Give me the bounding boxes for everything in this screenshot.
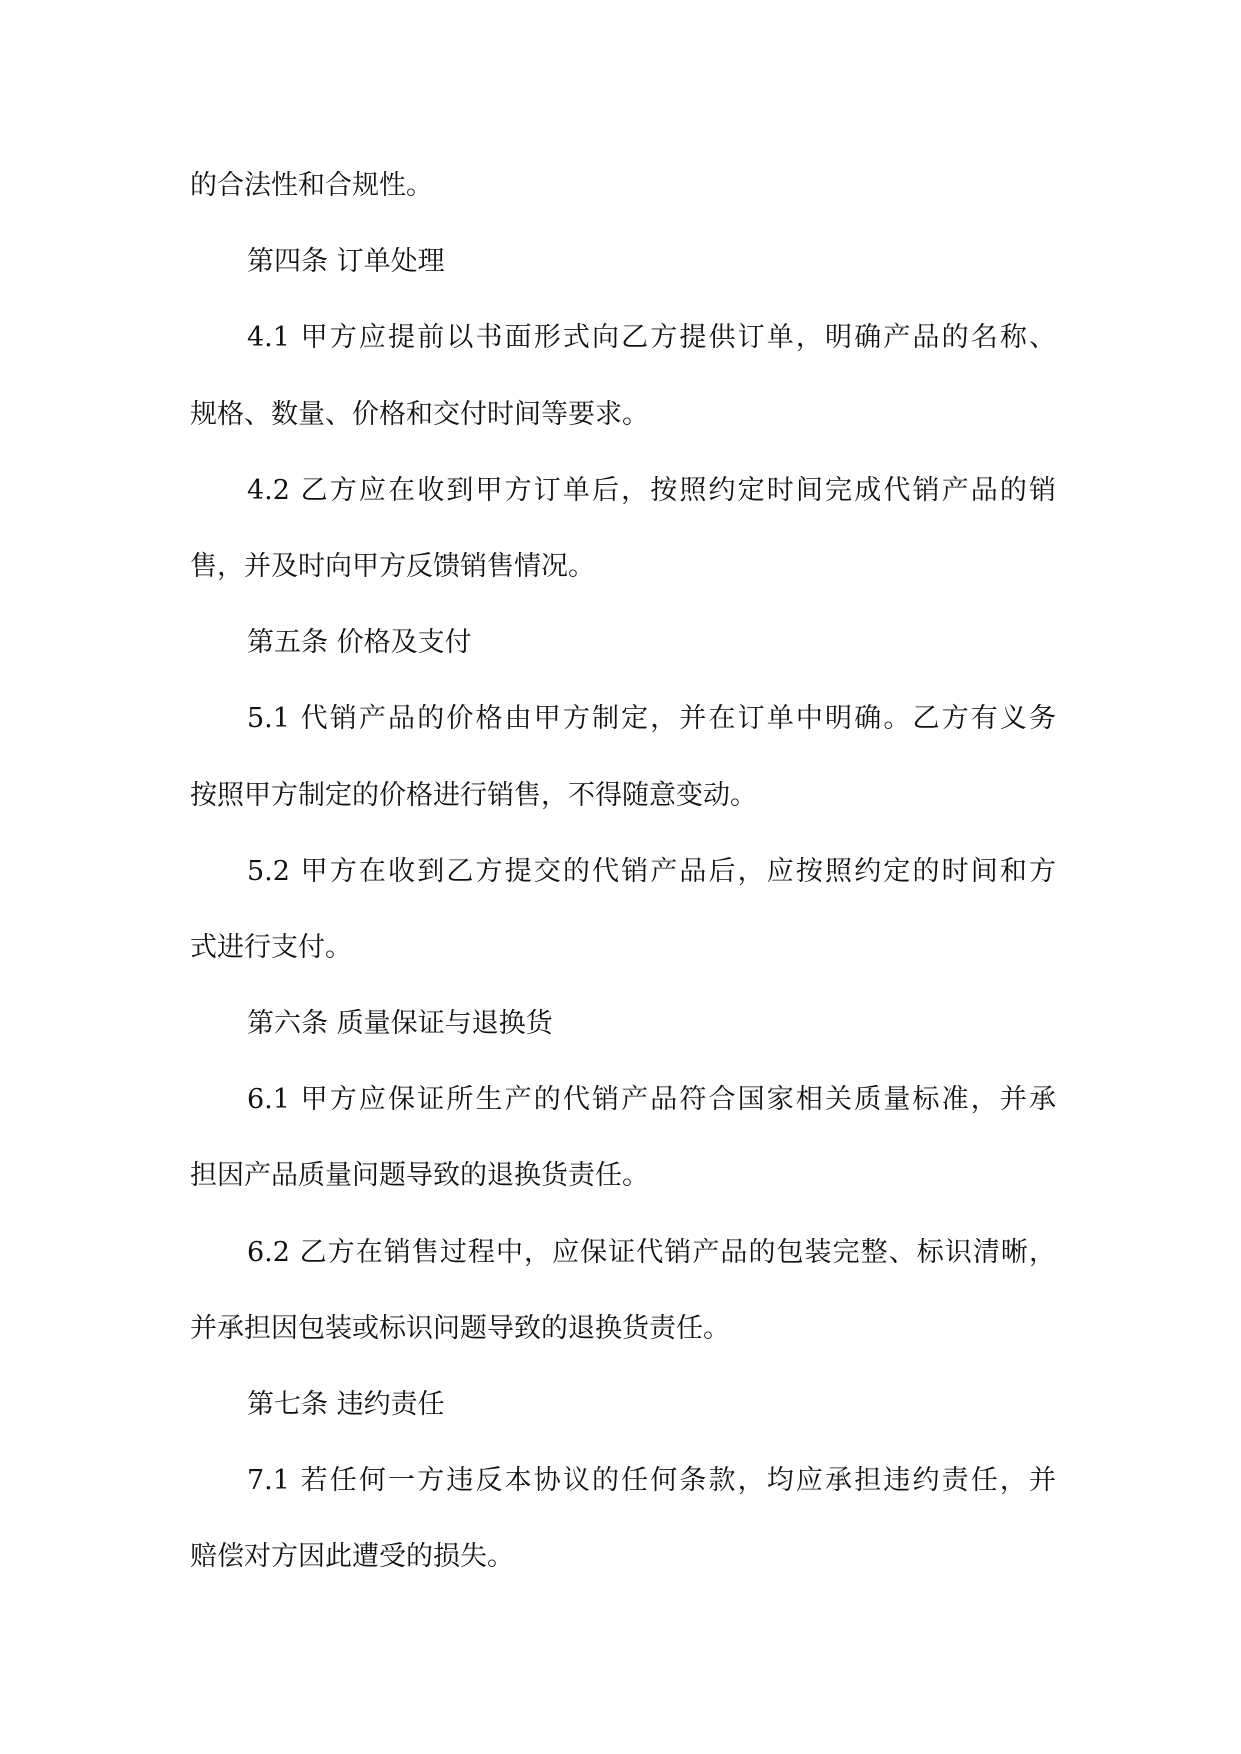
document-body <box>190 148 1056 1596</box>
article-heading: 第七条 违约责任 <box>247 1389 445 1420</box>
text-line: 式进行支付。 <box>190 931 352 963</box>
text-line: 售，并及时向甲方反馈销售情况。 <box>190 550 595 582</box>
clause-line: 7.1 若任何一方违反本协议的任何条款，均应承担违约责任，并 <box>247 1465 1056 1497</box>
article-heading: 第五条 价格及支付 <box>247 627 472 659</box>
clause-line: 5.1 代销产品的价格由甲方制定，并在订单中明确。乙方有义务 <box>247 703 1056 735</box>
text-line: 赔偿对方因此遭受的损失。 <box>190 1541 514 1573</box>
text-line: 的合法性和合规性。 <box>190 170 433 201</box>
text-line: 担因产品质量问题导致的退换货责任。 <box>190 1160 649 1192</box>
clause-line: 6.1 甲方应保证所生产的代销产品符合国家相关质量标准，并承 <box>247 1084 1056 1116</box>
text-line: 并承担因包装或标识问题导致的退换货责任。 <box>190 1312 730 1344</box>
article-heading: 第四条 订单处理 <box>247 246 445 278</box>
text-line: 规格、数量、价格和交付时间等要求。 <box>190 398 649 430</box>
clause-line: 4.1 甲方应提前以书面形式向乙方提供订单，明确产品的名称、 <box>247 322 1056 354</box>
clause-line: 6.2 乙方在销售过程中，应保证代销产品的包装完整、标识清晰， <box>247 1236 1056 1268</box>
clause-line: 5.2 甲方在收到乙方提交的代销产品后，应按照约定的时间和方 <box>247 855 1056 887</box>
clause-line: 4.2 乙方应在收到甲方订单后，按照约定时间完成代销产品的销 <box>247 474 1056 506</box>
article-heading: 第六条 质量保证与退换货 <box>247 1008 553 1040</box>
text-line: 按照甲方制定的价格进行销售，不得随意变动。 <box>190 779 757 811</box>
